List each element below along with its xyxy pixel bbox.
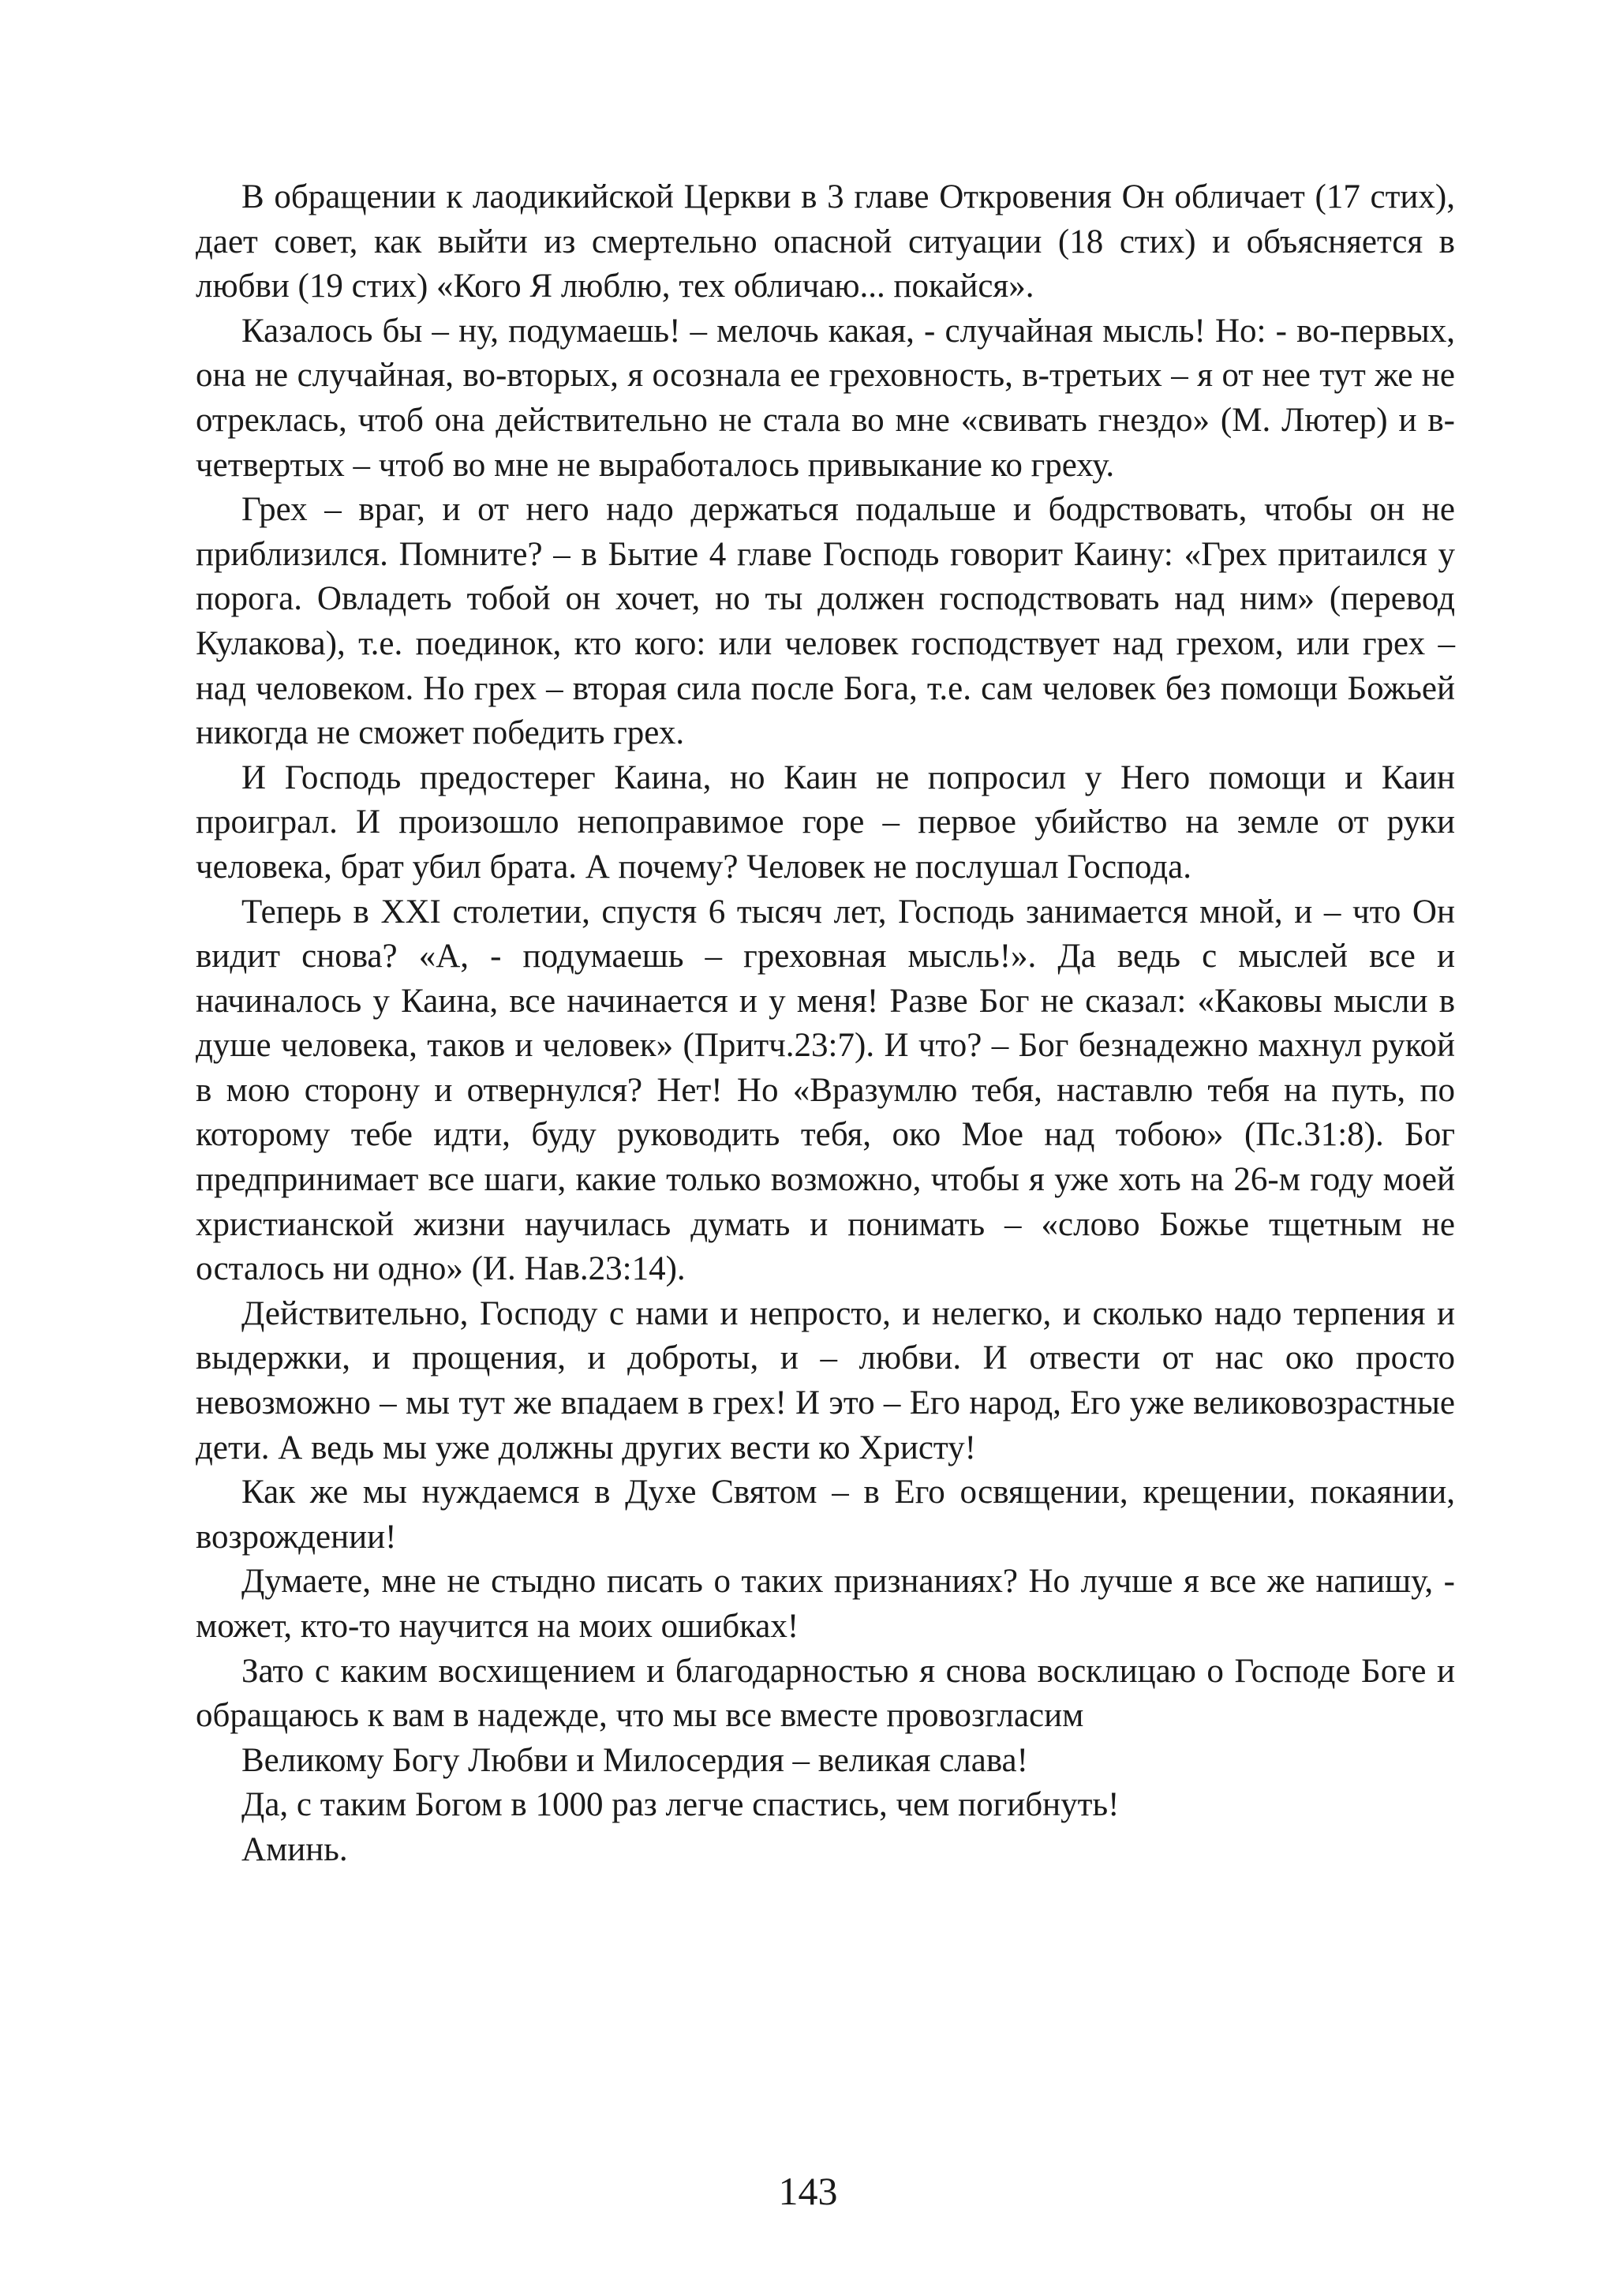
paragraph-12: Аминь. — [241, 1830, 348, 1868]
paragraph-3: Грех – враг, и от него надо держаться подальше и бодрствовать, чтобы он не приблизился. Помните? – в Бытие 4 главе Господь говорит Каину: «Грех притаился у порога. Овладеть тобой он хочет, но ты должен господствовать над ним» (перевод Кулакова), т.е. поединок, кто кого: или человек господствует над грехом, или грех – над человеком. Но грех – вторая сила после Бога, т.е. сам человек без помощи Божьей никогда не сможет победить грех. — [196, 491, 1455, 752]
paragraph-4: И Господь предостерег Каина, но Каин не попросил у Него помощи и Каин проиграл. И произошло непоправимое горе – первое убийство на земле от руки человека, брат убил брата. А почему? Человек не послушал Господа. — [196, 758, 1455, 886]
paragraph-8: Думаете, мне не стыдно писать о таких признаниях? Но лучше я все же напишу, - может, кто-то научится на моих ошибках! — [196, 1563, 1455, 1645]
body-text — [196, 175, 1455, 1873]
paragraph-10: Великому Богу Любви и Милосердия – великая слава! — [241, 1741, 1028, 1779]
page-number: 143 — [778, 2169, 838, 2213]
paragraph-6: Действительно, Господу с нами и непросто, и нелегко, и сколько надо терпения и выдержки, и прощения, и доброты, и – любви. И отвести от нас око просто невозможно – мы тут же впадаем в грех! И это – Его народ, Его уже великовозрастные дети. А ведь мы уже должны других вести ко Христу! — [196, 1294, 1455, 1466]
paragraph-11: Да, с таким Богом в 1000 раз легче спастись, чем погибнуть! — [241, 1786, 1120, 1824]
paragraph-7: Как же мы нуждаемся в Духе Святом – в Его освящении, крещении, покаянии, возрождении! — [196, 1474, 1455, 1556]
paragraph-5: Теперь в XXI столетии, спустя 6 тысяч лет, Господь занимается мной, и – что Он видит снова? «А, - подумаешь – греховная мысль!». Да ведь с мыслей все и начиналось у Каина, все начинается и у меня! Разве Бог не сказал: «Каковы мысли в душе человека, таков и человек» (Притч.23:7). И что? – Бог безнадежно махнул рукой в мою сторону и отвернулся? Нет! Но «Вразумлю тебя, наставлю тебя на путь, по которому тебе идти, буду руководить тебя, око Мое над тобою» (Пс.31:8). Бог предпринимает все шаги, какие только возможно, чтобы я уже хоть на 26-м году моей христианской жизни научилась думать и понимать – «слово Божье тщетным не осталось ни одно» (И. Нав.23:14). — [196, 893, 1455, 1288]
paragraph-2: Казалось бы – ну, подумаешь! – мелочь какая, - случайная мысль! Но: - во-первых, она не случайная, во-вторых, я осознала ее греховность, в-третьих – я от нее тут же не отреклась, чтоб она действительно не стала во мне «свивать гнездо» (М. Лютер) и в-четвертых – чтоб во мне не выработалось привыкание ко греху. — [196, 312, 1455, 484]
paragraph-9: Зато с каким восхищением и благодарностью я снова восклицаю о Господе Боге и обращаюсь к вам в надежде, что мы все вместе провозгласим — [196, 1652, 1455, 1735]
paragraph-1: В обращении к лаодикийской Церкви в 3 главе Откровения Он обличает (17 стих), дает совет, как выйти из смертельно опасной ситуации (18 стих) и объясняется в любви (19 стих) «Кого Я люблю, тех обличаю... покайся». — [196, 178, 1455, 305]
